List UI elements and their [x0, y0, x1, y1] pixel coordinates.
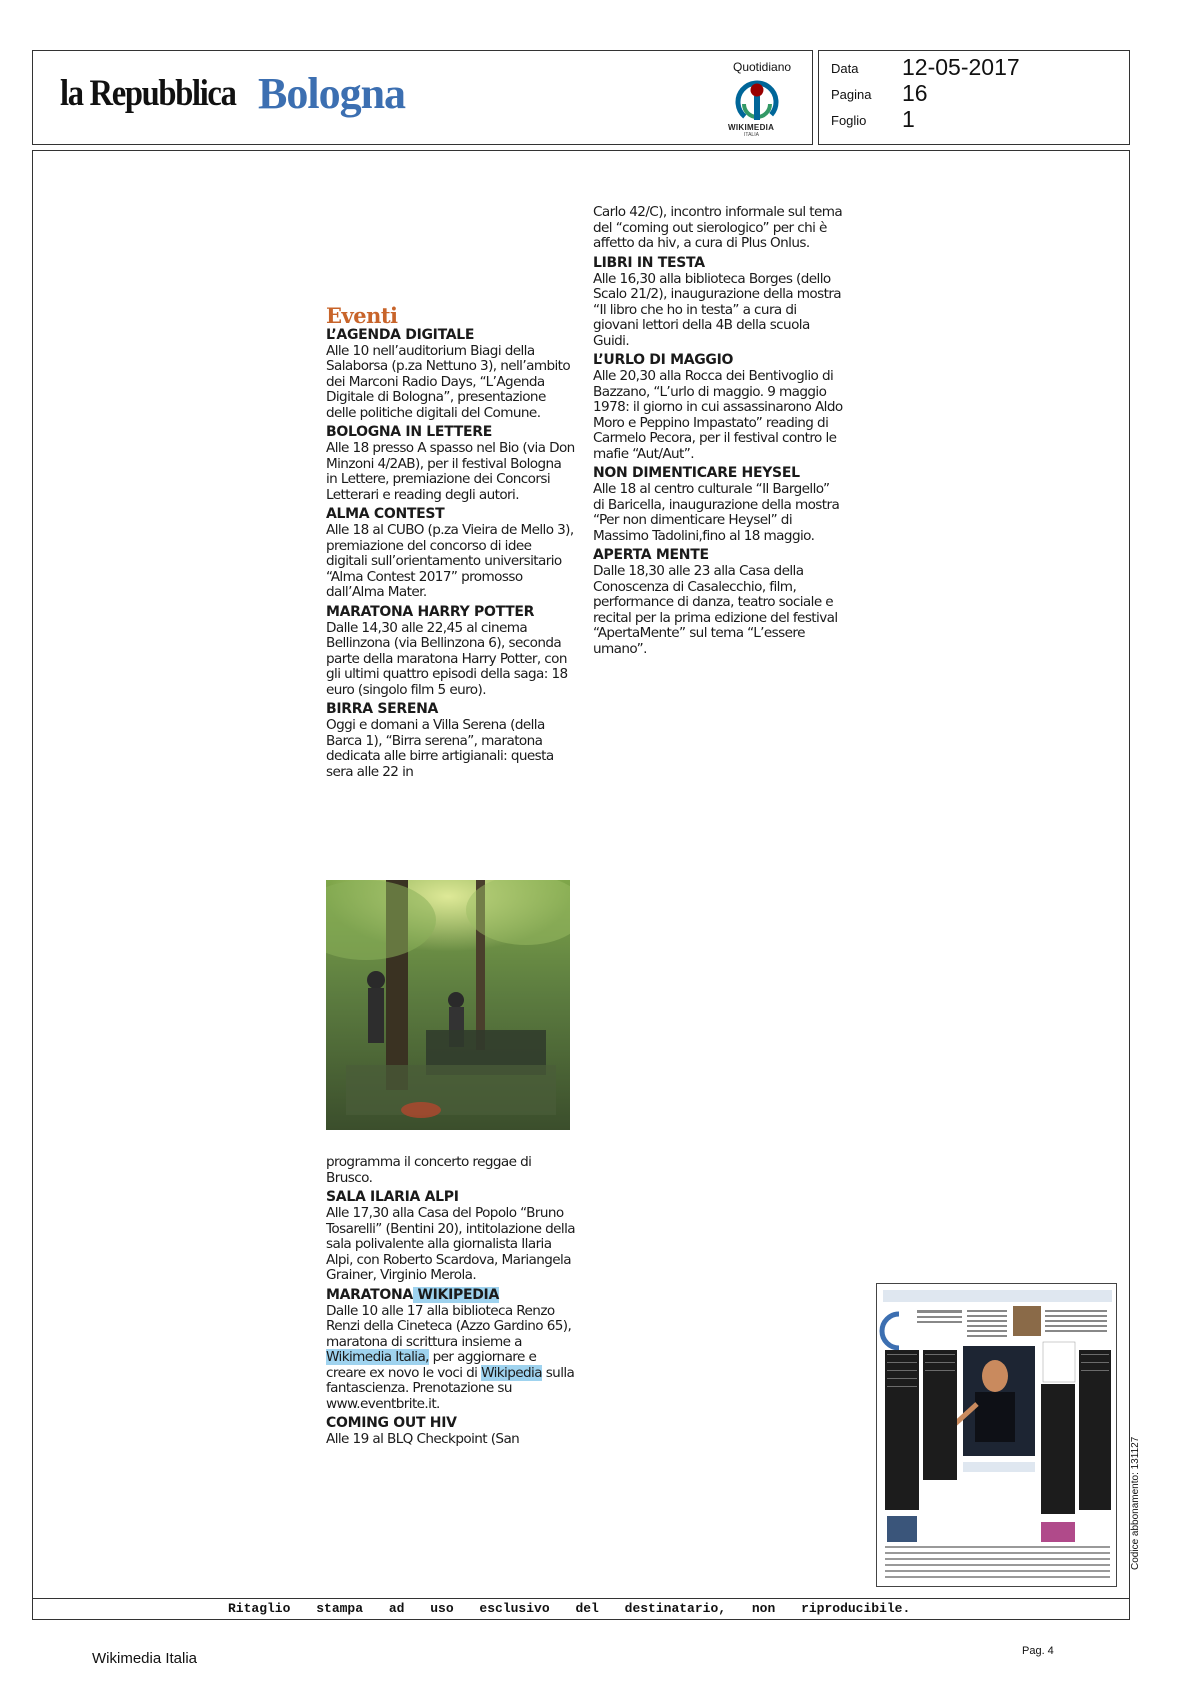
- subscription-code: Codice abbonamento: 131127: [1130, 1436, 1141, 1570]
- masthead-edition: Bologna: [258, 69, 406, 118]
- masthead-title: la Repubblica: [60, 73, 236, 114]
- event-title: APERTA MENTE: [593, 547, 709, 563]
- event-text: Alle 10 nell’auditorium Biagi della Salaborsa (p.za Nettuno 3), nell’ambito dei Marconi Radio Days, “L’Agenda Digitale di Bologna”, presentazione delle politiche digitali del Comune.: [326, 342, 571, 421]
- highlight-wikimedia-italia: Wikimedia Italia,: [326, 1349, 429, 1365]
- event-text: Dalle 14,30 alle 22,45 al cinema Bellinzona (via Bellinzona 6), seconda parte della maratona Harry Potter, con gli ultimi quattro episodi della saga: 18 euro (singolo film 5 euro).: [326, 619, 568, 698]
- meta-label-pagina: Pagina: [831, 87, 872, 102]
- event-photo: [326, 880, 570, 1130]
- clipping-rule-top: [32, 1598, 1130, 1599]
- periodicity-label: Quotidiano: [733, 60, 792, 74]
- event-text: Oggi e domani a Villa Serena (della Barca 1), “Birra serena”, maratona dedicata alle birre artigianali: questa sera alle 22 in: [326, 717, 554, 780]
- page-thumbnail: [876, 1283, 1117, 1587]
- event-text-part: sulla fantascienza. Prenotazione su www.eventbrite.it.: [326, 1364, 575, 1412]
- highlight-wikipedia: Wikipedia: [481, 1364, 542, 1381]
- event-title: COMING OUT HIV: [326, 1415, 457, 1431]
- event-title: SALA ILARIA ALPI: [326, 1189, 459, 1205]
- article-column-1-top: [326, 303, 576, 780]
- event-text-wikipedia: [326, 1304, 578, 1413]
- event-title: MARATONA HARRY POTTER: [326, 603, 535, 620]
- event-text: Alle 18 al centro culturale “Il Bargello” di Baricella, inaugurazione della mostra “Per non dimenticare Heysel” di Massimo Tadolini,fino al 18 maggio.: [593, 481, 840, 544]
- event-text-continuation: Carlo 42/C), incontro informale sul tema del “coming out sierologico” per chi è affetto da hiv, a cura di Plus Onlus.: [593, 204, 843, 251]
- event-title-wikipedia: [326, 1287, 578, 1303]
- event-text: Alle 20,30 alla Rocca dei Bentivoglio di Bazzano, “L’urlo di maggio. 9 maggio 1978: il giorno in cui assassinarono Aldo Moro e Peppino Impastato” reading di Carmelo Pecora, per il festival contro le mafie “Aut/Aut”.: [593, 368, 843, 462]
- article-column-1-bottom: [326, 1155, 578, 1448]
- event-title: L’URLO DI MAGGIO: [593, 352, 734, 368]
- event-text: Dalle 18,30 alle 23 alla Casa della Conoscenza di Casalecchio, film, performance di danza, teatro sociale e recital per la prima edizione del festival “ApertaMente” sul tema “L’essere umano”.: [593, 563, 838, 657]
- highlight-wikipedia-title: WIKIPEDIA: [412, 1286, 499, 1303]
- section-title: Eventi: [326, 303, 398, 328]
- event-title: ALMA CONTEST: [326, 506, 445, 522]
- event-title: BIRRA SERENA: [326, 701, 439, 717]
- clipping-disclaimer: Ritaglio stampa ad uso esclusivo del destinatario, non riproducibile.: [228, 1601, 911, 1616]
- event-text: Alle 18 al CUBO (p.za Vieira de Mello 3), premiazione del concorso di idee digitali sull’orientamento universitario “Alma Contest 2017” promosso dall’Alma Mater.: [326, 522, 574, 600]
- meta-label-foglio: Foglio: [831, 113, 867, 128]
- event-text: Alle 18 presso A spasso nel Bio (via Don Minzoni 4/2AB), per il festival Bologna in Lettere, premiazione dei Concorsi Letterari e reading degli autori.: [326, 440, 575, 503]
- event-text-part: Dalle 10 alle 17 alla biblioteca Renzo Renzi della Cineteca (Azzo Gardino 65), maratona di scrittura insieme a: [326, 1302, 572, 1350]
- event-text: Alle 17,30 alla Casa del Popolo “Bruno Tosarelli” (Bentini 20), intitolazione della sala polivalente alla giornalista Ilaria Alpi, con Roberto Scardova, Mariangela Grainer, Virginio Merola.: [326, 1205, 575, 1283]
- event-text: Alle 16,30 alla biblioteca Borges (dello Scalo 21/2), inaugurazione della mostra “Il libro che ho in testa” a cura di giovani lettori della 4B della scuola Guidi.: [593, 270, 842, 349]
- event-title: BOLOGNA IN LETTERE: [326, 424, 493, 440]
- event-text-continuation: programma il concerto reggae di Brusco.: [326, 1154, 532, 1186]
- event-text-part: per aggiornare e creare ex novo le voci di: [326, 1349, 537, 1381]
- page-thumbnail-image: [877, 1284, 1117, 1587]
- event-title-part: MARATONA: [326, 1286, 413, 1303]
- clipping-rule-bottom: [32, 1619, 1130, 1620]
- meta-value-foglio: 1: [902, 106, 915, 132]
- event-title: LIBRI IN TESTA: [593, 254, 705, 271]
- meta-value-data: 12-05-2017: [902, 54, 1020, 80]
- event-text: Alle 19 al BLQ Checkpoint (San: [326, 1431, 520, 1447]
- logo-text: WIKIMEDIA: [728, 123, 775, 132]
- logo-subtext: ITALIA: [744, 132, 759, 138]
- meta-label-data: Data: [831, 61, 859, 76]
- event-title: NON DIMENTICARE HEYSEL: [593, 465, 800, 481]
- footer-page-number: Pag. 4: [1022, 1645, 1054, 1657]
- meta-value-pagina: 16: [902, 80, 928, 106]
- footer-organization: Wikimedia Italia: [92, 1650, 198, 1667]
- wikimedia-logo-icon: [735, 80, 779, 124]
- article-column-2: [593, 205, 843, 657]
- event-title: L’AGENDA DIGITALE: [326, 326, 475, 343]
